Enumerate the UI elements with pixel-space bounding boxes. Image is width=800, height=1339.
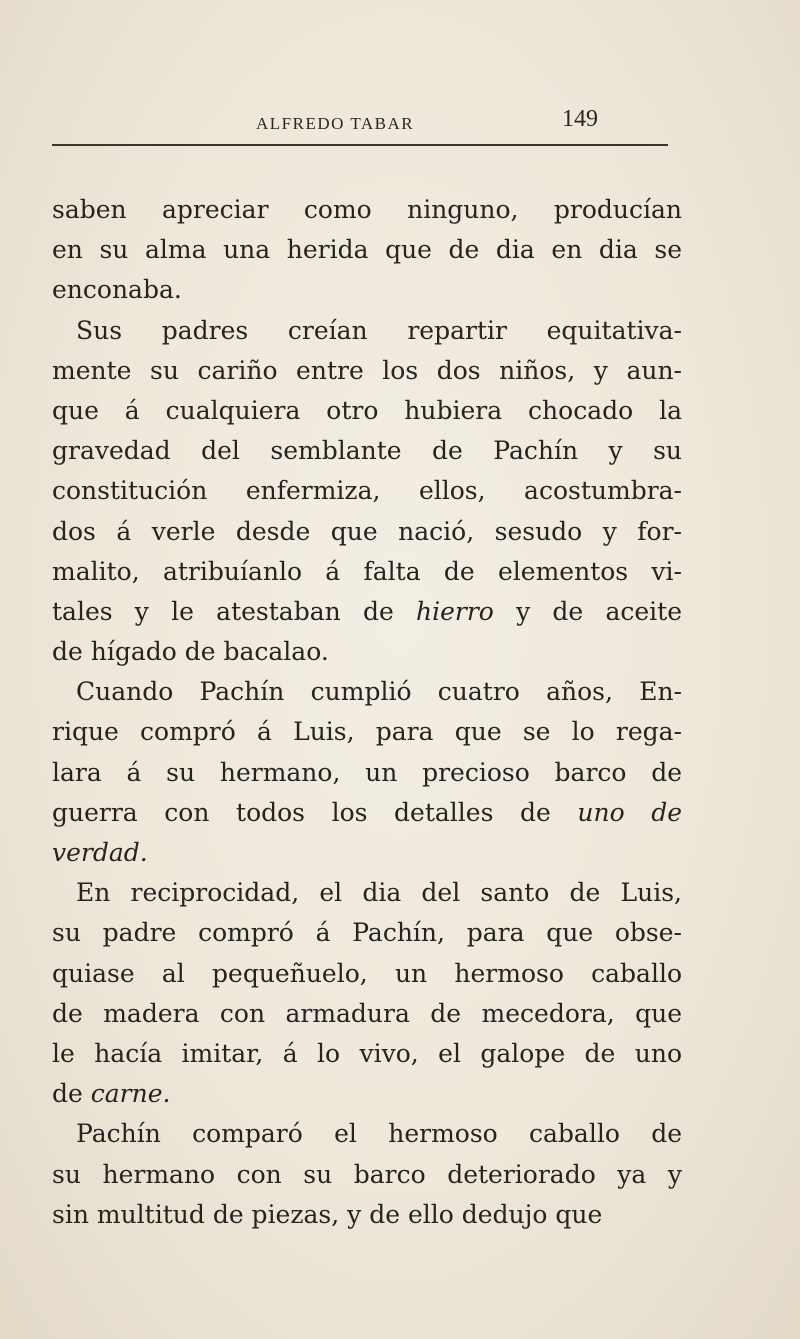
text-line	[52, 311, 682, 351]
header-rule	[52, 144, 668, 146]
text-line	[52, 391, 682, 431]
text-segment: guerra con todos los detalles de	[52, 797, 578, 827]
text-line	[52, 913, 682, 953]
text-segment: enconaba.	[52, 275, 182, 305]
text-segment: de hígado de bacalao.	[52, 637, 329, 667]
text-segment: lara á su hermano, un precioso barco de	[52, 757, 682, 787]
text-line	[52, 190, 682, 230]
text-line	[52, 431, 682, 471]
page-header	[52, 104, 668, 148]
page-number: 149	[562, 106, 598, 132]
emphasized-text: carne.	[90, 1079, 171, 1109]
text-segment: Cuando Pachín cumplió cuatro años, En-	[76, 677, 682, 707]
text-line	[52, 270, 682, 310]
text-segment: saben apreciar como ninguno, producían	[52, 195, 682, 224]
text-segment: su padre compró á Pachín, para que obse-	[52, 918, 682, 948]
text-line	[52, 793, 682, 833]
text-segment: mente su cariño entre los dos niños, y aun-	[52, 355, 682, 385]
text-segment: y de aceite	[493, 596, 682, 626]
text-line	[52, 552, 682, 592]
running-head: ALFREDO TABAR	[256, 114, 415, 133]
text-segment: constitución enfermiza, ellos, acostumbra-	[52, 476, 682, 506]
text-line	[52, 873, 682, 913]
text-line	[52, 1155, 682, 1195]
text-line	[52, 1195, 682, 1235]
emphasized-text: verdad.	[52, 838, 148, 867]
text-line	[52, 1074, 682, 1114]
text-segment: le hacía imitar, á lo vivo, el galope de uno	[52, 1038, 682, 1068]
text-line	[52, 1114, 682, 1154]
body-text	[52, 190, 682, 1235]
text-segment: malito, atribuíanlo á falta de elementos vi-	[52, 556, 682, 586]
text-line	[52, 592, 682, 632]
text-segment: rique compró á Luis, para que se lo rega-	[52, 717, 682, 747]
text-segment: que á cualquiera otro hubiera chocado la	[52, 395, 682, 425]
text-line	[52, 833, 682, 873]
text-line	[52, 471, 682, 511]
text-line	[52, 512, 682, 552]
text-segment: quiase al pequeñuelo, un hermoso caballo	[52, 958, 682, 988]
text-segment: tales y le atestaban de	[52, 596, 416, 626]
text-segment: En reciprocidad, el dia del santo de Luis,	[76, 878, 682, 908]
text-line	[52, 954, 682, 994]
text-segment: su hermano con su barco deteriorado ya y	[52, 1159, 682, 1189]
text-segment: gravedad del semblante de Pachín y su	[52, 436, 682, 466]
text-line	[52, 351, 682, 391]
text-segment: Sus padres creían repartir equitativa-	[76, 315, 682, 345]
text-segment: dos á verle desde que nació, sesudo y for-	[52, 516, 682, 546]
emphasized-text: hierro	[415, 596, 494, 626]
text-line	[52, 1034, 682, 1074]
text-segment: de	[52, 1079, 91, 1109]
text-segment: sin multitud de piezas, y de ello dedujo que	[52, 1199, 603, 1229]
text-line	[52, 632, 682, 672]
text-segment: en su alma una herida que de dia en dia se	[52, 235, 682, 265]
emphasized-text: uno de	[577, 797, 682, 827]
text-line	[52, 672, 682, 712]
text-line	[52, 712, 682, 752]
text-line	[52, 230, 682, 270]
text-segment: Pachín comparó el hermoso caballo de	[76, 1119, 682, 1149]
text-segment: de madera con armadura de mecedora, que	[52, 998, 682, 1028]
text-line	[52, 753, 682, 793]
text-line	[52, 994, 682, 1034]
